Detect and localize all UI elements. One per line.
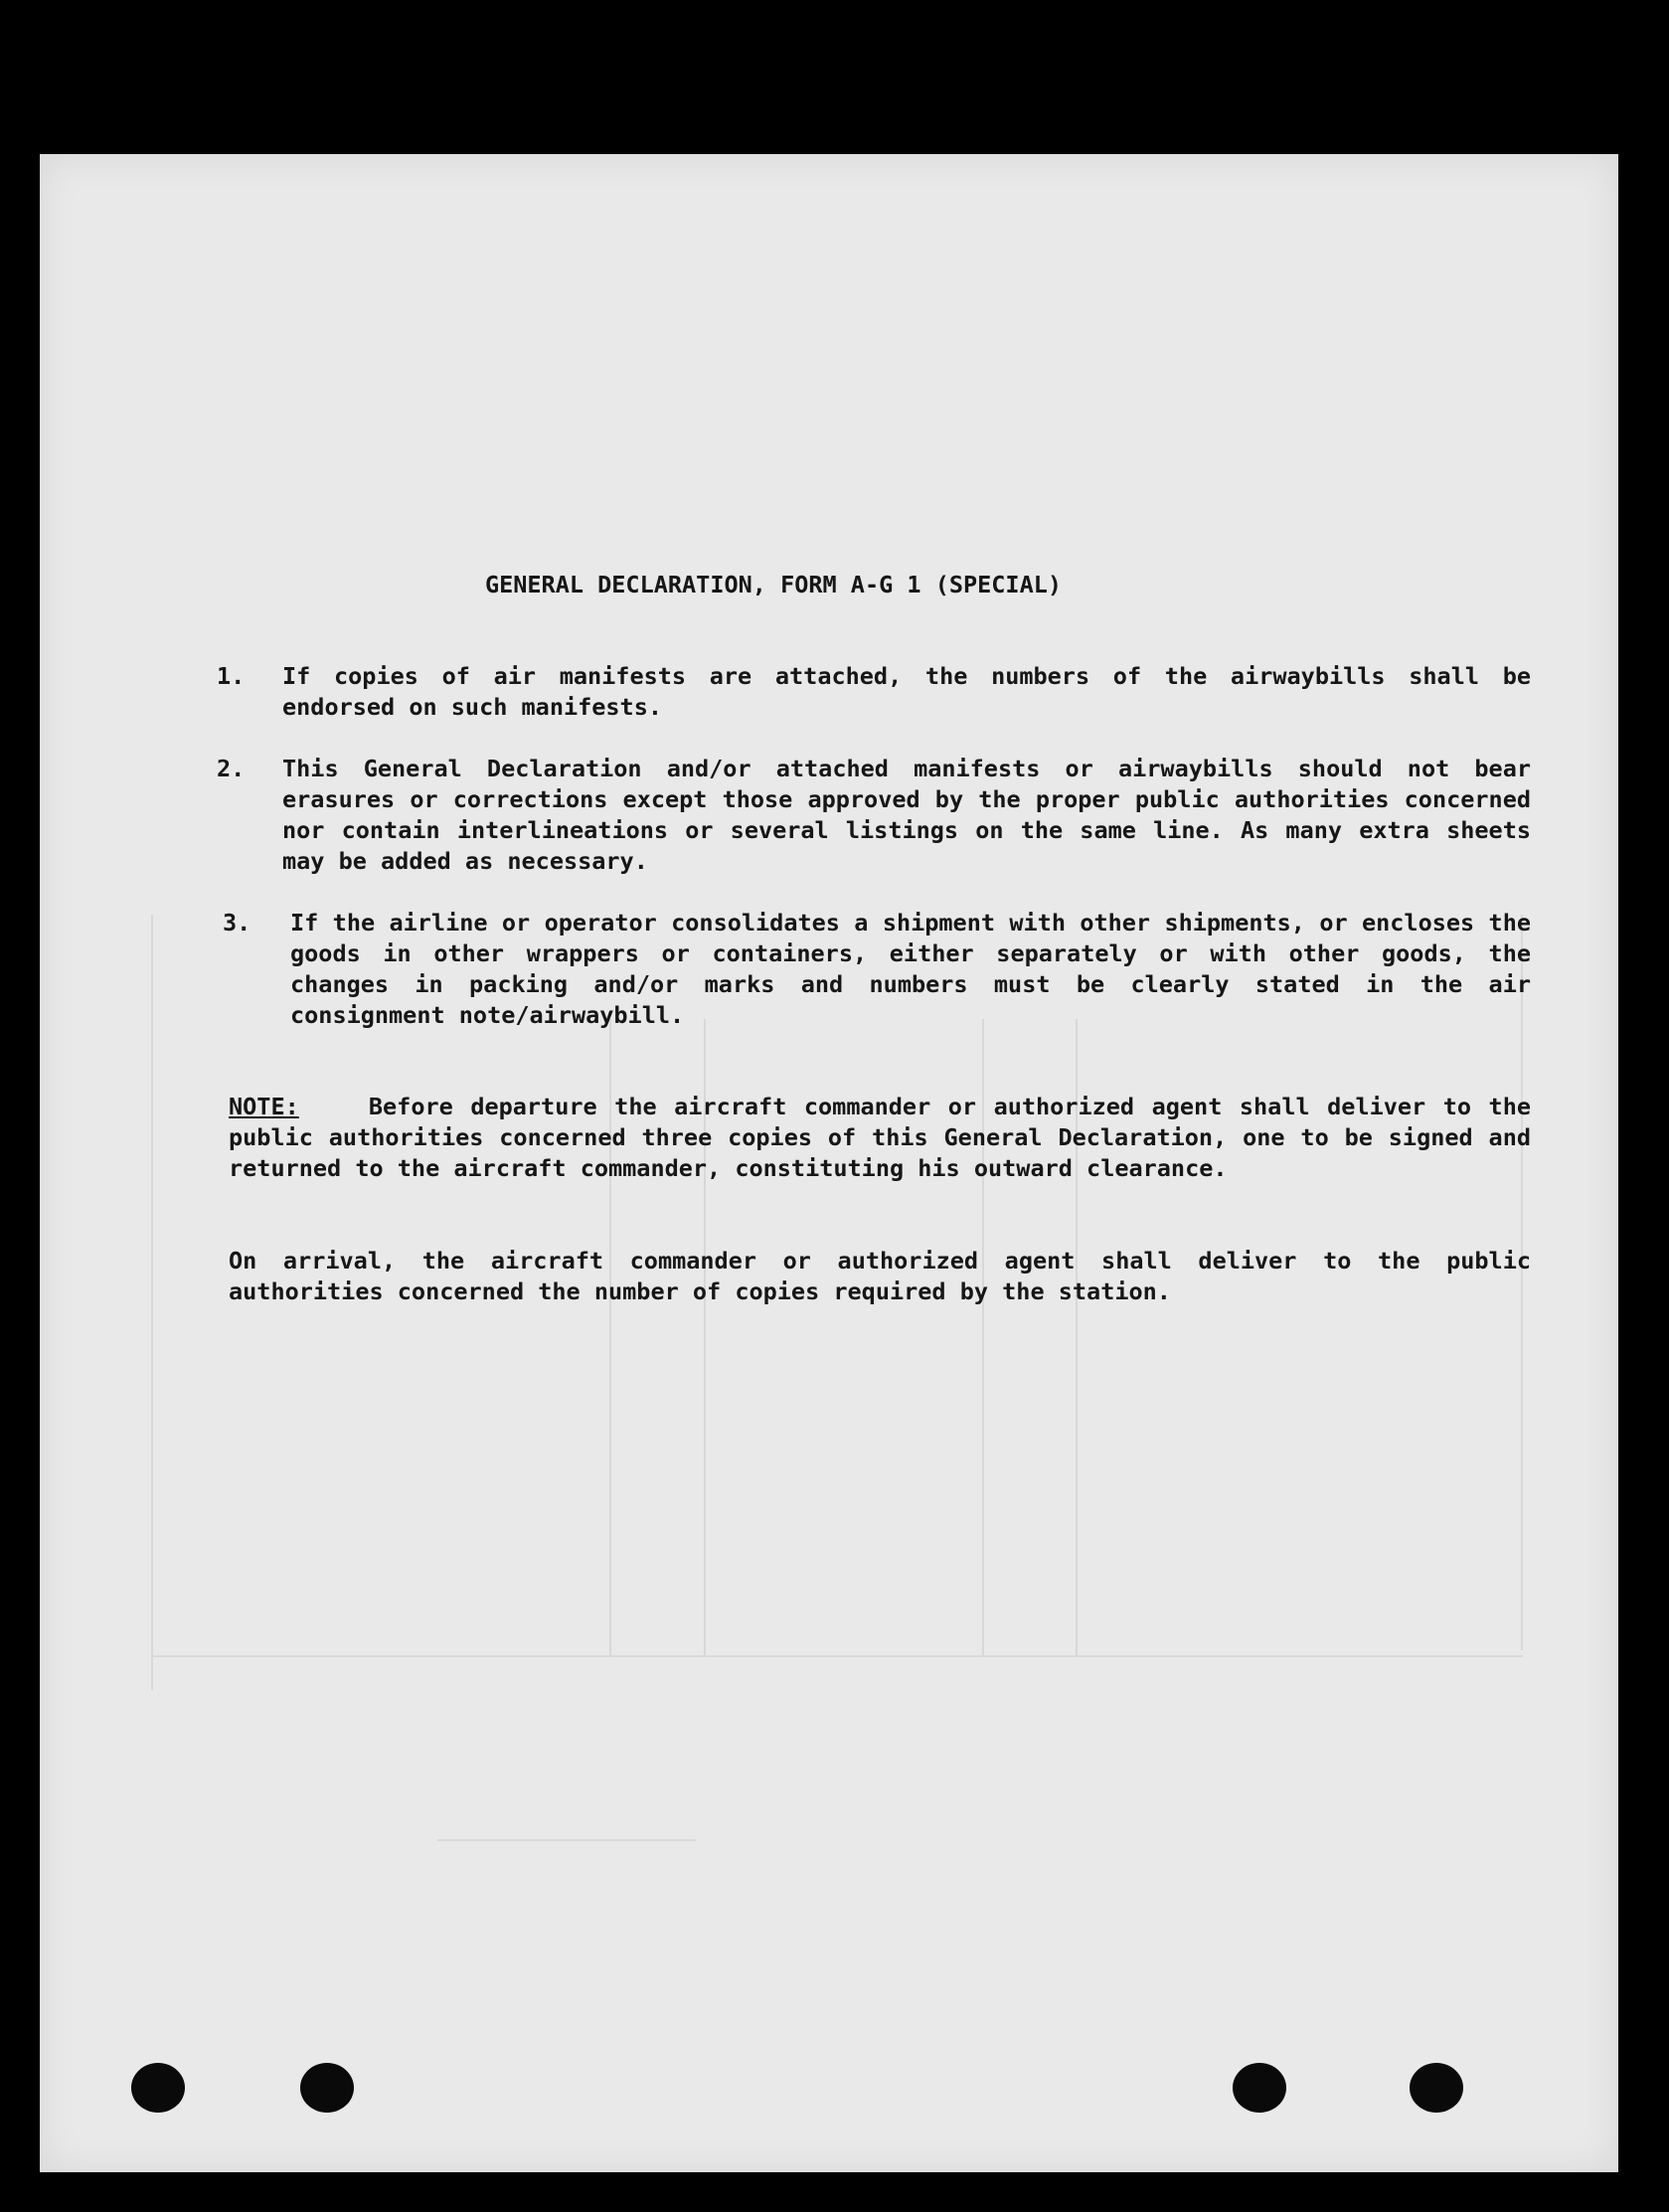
show-through-rule xyxy=(151,915,153,1690)
item-text: This General Declaration and/or attached manifests or airwaybills should not bear erasures or corrections except those approved by the proper public authorities concerned nor contain interlineations or several listings on the same line. As many extra sheets may be added as necessary. xyxy=(282,755,1531,875)
item-number: 1. xyxy=(217,662,246,690)
note-paragraph xyxy=(229,1092,1531,1184)
arrival-paragraph: On arrival, the aircraft commander or authorized agent shall deliver to the public authorities concerned the number of copies required by the station. xyxy=(229,1247,1531,1305)
show-through-rule xyxy=(151,1655,1523,1657)
punch-hole xyxy=(1410,2063,1463,2113)
document-page xyxy=(40,154,1618,2172)
item-text: If the airline or operator consolidates a shipment with other shipments, or encloses the goods in other wrappers or containers, either separately or with other goods, the changes in packing and/or marks and numbers must be clearly stated in the air consignment note/airwaybill. xyxy=(290,909,1531,1029)
note-label: NOTE: xyxy=(229,1093,299,1120)
note-text: Before departure the aircraft commander or authorized agent shall deliver to the public authorities concerned three copies of this General Declaration, one to be signed and returned to the aircraft commander, constituting his outward clearance. xyxy=(229,1093,1531,1182)
item-text: If copies of air manifests are attached, the numbers of the airwaybills shall be endorsed on such manifests. xyxy=(282,662,1531,721)
show-through-rule xyxy=(437,1839,696,1841)
item-number: 2. xyxy=(217,755,246,782)
document-title: GENERAL DECLARATION, FORM A-G 1 (SPECIAL) xyxy=(484,571,1063,598)
punch-hole xyxy=(1233,2063,1286,2113)
item-number: 3. xyxy=(223,909,251,936)
punch-hole xyxy=(300,2063,354,2113)
punch-hole xyxy=(131,2063,185,2113)
